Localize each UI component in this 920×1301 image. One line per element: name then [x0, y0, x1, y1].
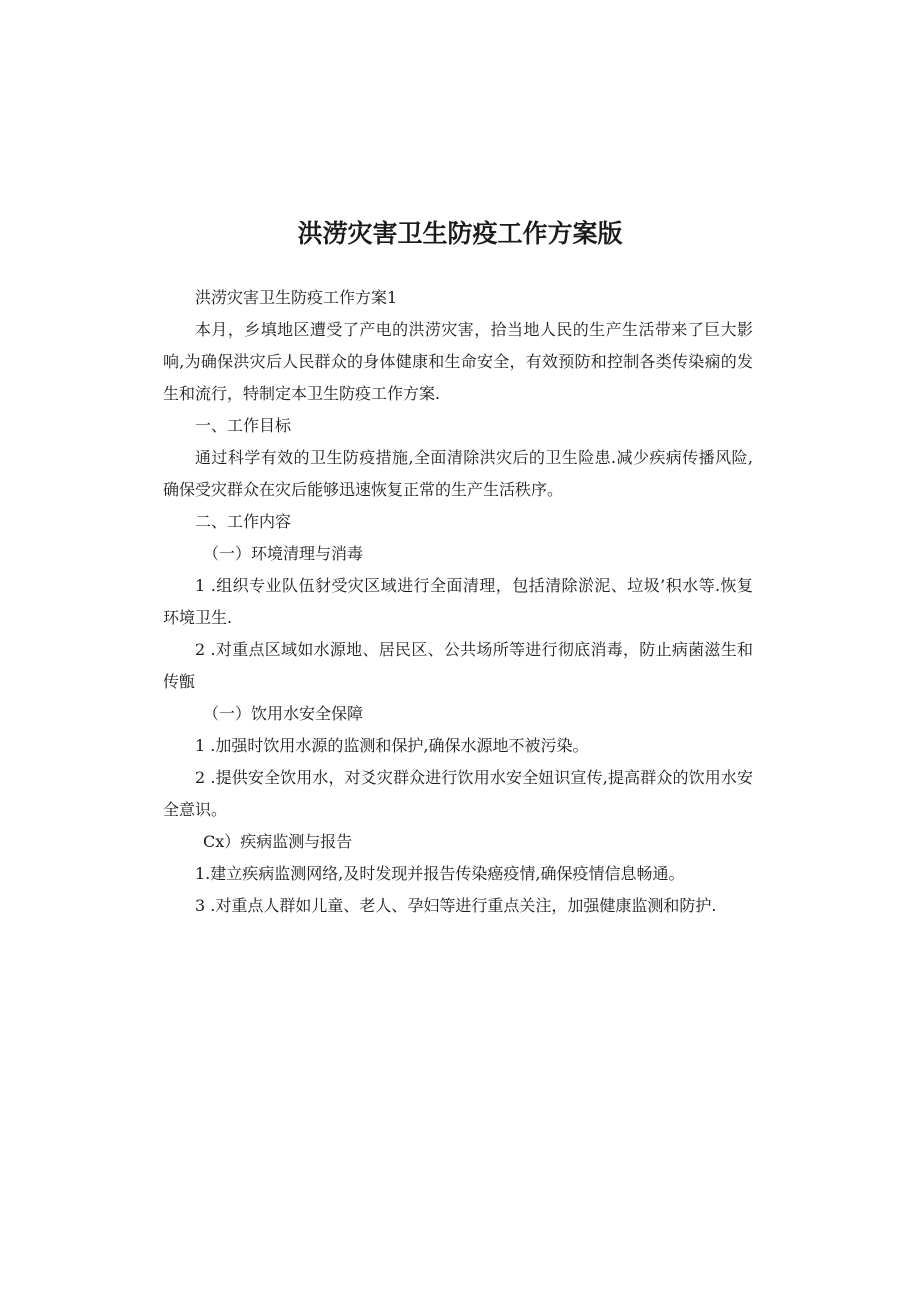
section-heading-goals: 一、工作目标 [195, 416, 292, 435]
document-body [163, 282, 753, 922]
subsection-heading-monitoring: Cx）疾病监测与报告 [203, 832, 353, 851]
intro-paragraph: 本月，乡填地区遭受了产电的洪涝灾害，拾当地人民的生产生活带来了巨大影响,为确保洪灾后人民群众的身体健康和生命安全，有效预防和控制各类传染痫的发生和流行，特制定本卫生防疫工作方案. [163, 320, 753, 403]
monitoring-item-1: 1.建立疾病监测网络,及时发现并报告传染癌疫情,确保疫情信息畅通。 [195, 864, 685, 883]
section-heading-content: 二、工作内容 [195, 512, 292, 531]
cleaning-item-2: 2 .对重点区域如水源地、居民区、公共场所等进行彻底消毒，防止病菌滋生和传甑 [163, 640, 753, 691]
goals-paragraph: 通过科学有效的卫生防疫措施,全面清除洪灾后的卫生险患.减少疾病传播风险,确保受灾群众在灾后能够迅速恢复正常的生产生活秩序。 [163, 448, 753, 499]
monitoring-item-3: 3 .对重点人群如儿童、老人、孕妇等进行重点关注，加强健康监测和防护. [195, 896, 717, 915]
water-item-1: 1 .加强时饮用水源的监测和保护,确保水源地不被污染。 [195, 736, 589, 755]
plan-subtitle: 洪涝灾害卫生防疫工作方案1 [195, 288, 398, 307]
document-title: 洪涝灾害卫生防疫工作方案版 [297, 219, 623, 248]
subsection-heading-water: （一）饮用水安全保障 [203, 704, 364, 723]
cleaning-item-1: 1 .组织专业队伍豺受灾区域进行全面清理，包括清除淤泥、垃圾’积水等.恢复环境卫生. [163, 576, 753, 627]
water-item-2: 2 .提供安全饮用水，对爻灾群众进行饮用水安全妞识宣传,提高群众的饮用水安全意识。 [163, 768, 753, 819]
subsection-heading-cleaning: （一）环境清理与消毒 [203, 544, 364, 563]
